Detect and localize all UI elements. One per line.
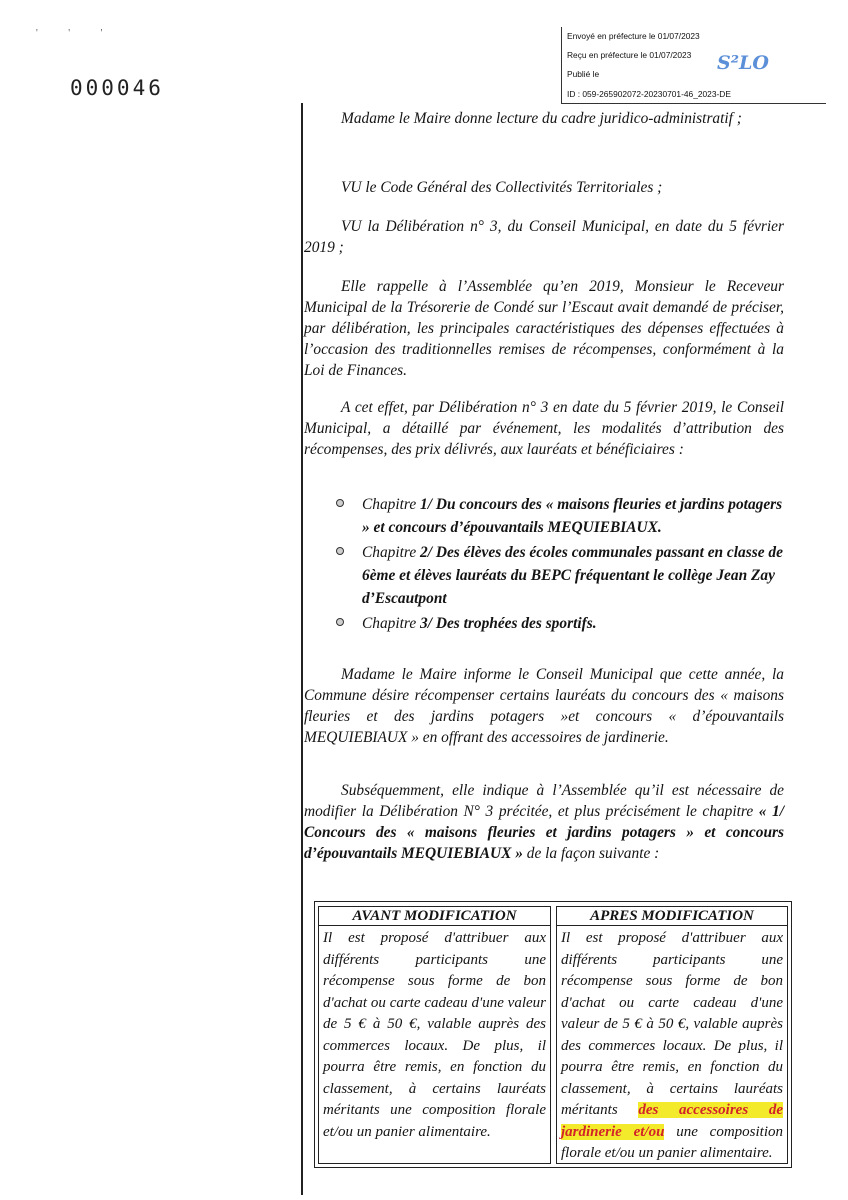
stamp-sent-date: Envoyé en préfecture le 01/07/2023 xyxy=(567,31,700,41)
prefecture-stamp xyxy=(561,27,826,104)
paragraph-reading: Madame le Maire donne lecture du cadre juridico-administratif ; xyxy=(341,110,742,127)
column-before xyxy=(318,906,551,1164)
chapter-item xyxy=(336,493,786,539)
stamp-received-date: Reçu en préfecture le 01/07/2023 xyxy=(567,50,692,60)
chapter-reference: « 1/ Concours des « maisons fleuries et jardins potagers » et concours d’épouvantails MEQUIEBIAUX » xyxy=(304,803,785,862)
after-text-start: Il est proposé d'attribuer aux différents participants une récompense sous forme de bon d'achat ou carte cadeau d'une valeur de 5 € à 50 €, valable auprès des commerces locaux. De plus, il pourra être remis, en fonction du classement, à certains lauréats méritants xyxy=(561,930,783,1118)
bullet-icon xyxy=(336,547,344,555)
cell-after xyxy=(557,926,787,1165)
cell-before: Il est proposé d'attribuer aux différents participants une récompense sous forme de bon d'achat ou carte cadeau d'une valeur de 5 € à 50 €, valable auprès des commerces locaux. De plus, il pourra être remis, en fonction du classement, à certains lauréats méritants une composition florale et/ou un panier alimentaire. xyxy=(323,930,546,1140)
chapter-title: 1/ Du concours des « maisons fleuries et jardins potagers » et concours d’épouvantails MEQUIEBIAUX. xyxy=(362,496,783,536)
highlighted-addition: des accessoires de jardinerie et/ou xyxy=(561,1102,783,1140)
stamp-published: Publié le xyxy=(567,69,600,79)
chapter-prefix: Chapitre xyxy=(362,615,421,632)
column-after xyxy=(556,906,788,1164)
scan-marks: ' ' ' xyxy=(36,28,117,39)
bullet-icon xyxy=(336,499,344,507)
paragraph-recall: Elle rappelle à l’Assemblée qu’en 2019, Monsieur le Receveur Municipal de la Trésorerie de Condé sur l’Escaut avait demandé de préciser, par délibération, les principales caractéristiques des dépenses effectuées à l’occasion des traditionnelles remises de récompenses, conformément à la Loi de Finances. xyxy=(304,278,784,379)
paragraph-vu-deliberation: VU la Délibération n° 3, du Conseil Municipal, en date du 5 février 2019 ; xyxy=(304,218,784,256)
after-text-end: une composition florale et/ou un panier alimentaire. xyxy=(561,1123,783,1161)
chapter-item xyxy=(336,541,786,610)
chapter-prefix: Chapitre xyxy=(362,496,421,513)
margin-rule xyxy=(301,103,303,1195)
paragraph-effect: A cet effet, par Délibération n° 3 en date du 5 février 2019, le Conseil Municipal, a détaillé par événement, les modalités d’attribution des récompenses, des prix délivrés, aux lauréats et bénéficiaires : xyxy=(304,399,784,458)
subsequently-end: de la façon suivante : xyxy=(522,845,660,862)
bullet-icon xyxy=(336,618,344,626)
chapter-title: 2/ Des élèves des écoles communales passant en classe de 6ème et élèves lauréats du BEPC fréquentant le collège Jean Zay d’Escautpont xyxy=(362,544,783,607)
stamp-id: ID : 059-265902072-20230701-46_2023-DE xyxy=(567,89,731,99)
chapter-item xyxy=(336,612,786,635)
chapter-prefix: Chapitre xyxy=(362,544,421,561)
header-after: APRES MODIFICATION xyxy=(557,907,787,926)
s2low-logo: S²LO xyxy=(717,52,769,74)
paragraph-inform: Madame le Maire informe le Conseil Municipal que cette année, la Commune désire récompenser certains lauréats du concours des « maisons fleuries et des jardins potagers »et concours « d’épouvantails MEQUIEBIAUX » en offrant des accessoires de jardinerie. xyxy=(304,666,784,746)
chapter-title: 3/ Des trophées des sportifs. xyxy=(420,615,597,632)
document-number: 000046 xyxy=(70,76,164,100)
paragraph-subsequently xyxy=(304,780,784,864)
subsequently-text: Subséquemment, elle indique à l’Assemblée qu’il est nécessaire de modifier la Délibération N° 3 précitée, et plus précisément le chapitre xyxy=(304,782,784,820)
paragraph-vu-cgct: VU le Code Général des Collectivités Territoriales ; xyxy=(341,179,663,196)
modification-table xyxy=(314,901,792,1168)
header-before: AVANT MODIFICATION xyxy=(319,907,550,926)
